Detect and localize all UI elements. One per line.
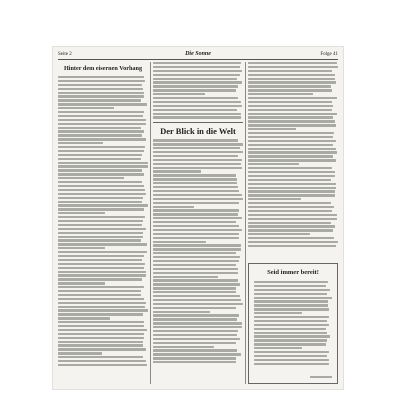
text-line: [153, 167, 242, 169]
text-line: [254, 320, 327, 322]
text-line: [58, 177, 124, 179]
text-line: [153, 260, 239, 262]
text-line: [248, 179, 331, 181]
text-line: [58, 107, 114, 109]
text-line: [153, 307, 236, 309]
text-line: [254, 285, 326, 287]
text-line: [153, 74, 240, 76]
column-divider: [150, 62, 151, 384]
text-line: [254, 304, 328, 306]
text-line: [153, 151, 243, 153]
text-line: [153, 276, 218, 278]
text-line: [248, 206, 334, 208]
text-line: [153, 299, 241, 301]
text-line: [58, 181, 142, 183]
text-line: [153, 62, 241, 64]
text-line: [153, 233, 239, 235]
text-line: [153, 291, 236, 293]
text-line: [58, 337, 144, 339]
poem-title: Seid immer bereit!: [267, 269, 319, 276]
text-line: [153, 206, 194, 208]
text-line: [254, 339, 327, 341]
text-line: [248, 183, 336, 185]
page-number-left: Seite 2: [58, 52, 72, 57]
text-line: [58, 356, 143, 358]
text-line: [58, 274, 146, 276]
text-line: [58, 286, 144, 288]
text-line: [153, 353, 241, 355]
text-line: [153, 283, 240, 285]
text-line: [153, 311, 210, 313]
text-line: [248, 187, 336, 189]
text-line: [58, 80, 145, 82]
text-line: [58, 239, 141, 241]
text-line: [153, 85, 238, 87]
text-line: [248, 222, 331, 224]
text-line: [153, 170, 201, 172]
text-line: [248, 155, 333, 157]
text-line: [254, 359, 329, 361]
text-line: [58, 321, 144, 323]
text-line: [153, 241, 206, 243]
text-line: [153, 295, 240, 297]
text-line: [58, 290, 141, 292]
text-line: [248, 62, 337, 64]
text-line: [153, 159, 242, 161]
text-line: [58, 146, 145, 148]
column-divider: [245, 62, 246, 384]
text-line: [248, 101, 332, 103]
text-line: [58, 158, 141, 160]
text-line: [58, 271, 146, 273]
text-line: [58, 306, 145, 308]
text-line: [254, 363, 329, 365]
text-line: [58, 173, 144, 175]
text-line: [153, 248, 241, 250]
text-line: [58, 88, 143, 90]
text-line: [58, 333, 144, 335]
text-line: [58, 169, 142, 171]
text-line: [58, 76, 144, 78]
text-line: [58, 329, 147, 331]
text-line: [58, 103, 147, 105]
text-line: [248, 245, 336, 247]
text-line: [58, 325, 144, 327]
text-line: [153, 217, 242, 219]
column-middle: [153, 62, 243, 384]
text-line: [254, 300, 328, 302]
page-header: [58, 50, 338, 60]
text-line: [248, 233, 310, 235]
text-line: [58, 255, 144, 257]
text-line: [58, 111, 144, 113]
section-divider: [153, 122, 243, 123]
text-line: [153, 268, 238, 270]
text-line: [58, 224, 142, 226]
text-line: [153, 338, 240, 340]
text-line: [248, 128, 296, 130]
newspaper-page: [53, 47, 343, 389]
text-line: [58, 309, 148, 311]
text-line: [58, 193, 146, 195]
text-line: [153, 244, 241, 246]
text-line: [248, 132, 334, 134]
text-line: [254, 335, 330, 337]
text-line: [248, 81, 336, 83]
text-line: [153, 182, 237, 184]
text-line: [58, 185, 144, 187]
text-line: [254, 355, 327, 357]
text-line: [58, 162, 148, 164]
text-line: [58, 302, 146, 304]
text-line: [58, 189, 145, 191]
masthead-title: Die Sonne: [185, 51, 211, 57]
text-line: [254, 297, 332, 299]
column-left: [58, 62, 148, 384]
text-line: [254, 281, 328, 283]
text-line: [153, 209, 239, 211]
text-line: [58, 294, 141, 296]
text-line: [153, 237, 239, 239]
text-line: [254, 328, 326, 330]
text-line: [248, 171, 335, 173]
text-line: [58, 123, 146, 125]
text-line: [248, 97, 337, 99]
text-line: [153, 318, 237, 320]
text-line: [58, 364, 147, 366]
text-line: [58, 134, 142, 136]
text-line: [58, 341, 143, 343]
text-line: [153, 272, 238, 274]
text-line: [254, 316, 329, 318]
text-line: [58, 130, 144, 132]
text-line: [248, 105, 333, 107]
text-line: [254, 312, 302, 314]
text-line: [58, 204, 148, 206]
text-line: [254, 289, 330, 291]
poem-author-placeholder: [310, 376, 332, 378]
text-line: [248, 144, 333, 146]
poem-box: [248, 263, 338, 384]
text-line: [58, 263, 145, 265]
text-line: [248, 229, 333, 231]
text-line: [153, 303, 243, 305]
text-line: [254, 351, 329, 353]
text-line: [58, 348, 146, 350]
text-line: [58, 154, 142, 156]
article-body-placeholder: [248, 62, 338, 247]
text-line: [153, 81, 242, 83]
text-line: [153, 89, 236, 91]
text-line: [153, 225, 239, 227]
text-line: [58, 278, 142, 280]
text-line: [58, 150, 144, 152]
text-line: [248, 159, 336, 161]
text-line: [58, 99, 141, 101]
text-line: [153, 163, 241, 165]
text-line: [248, 163, 299, 165]
text-line: [248, 167, 332, 169]
text-line: [58, 232, 143, 234]
text-line: [58, 259, 142, 261]
text-line: [153, 66, 240, 68]
text-line: [254, 293, 327, 295]
text-line: [153, 178, 237, 180]
text-line: [248, 113, 337, 115]
text-line: [153, 346, 214, 348]
text-line: [58, 236, 143, 238]
text-line: [153, 213, 238, 215]
text-line: [58, 115, 143, 117]
text-line: [248, 93, 313, 95]
text-line: [248, 218, 337, 220]
text-line: [58, 251, 147, 253]
text-line: [248, 198, 301, 200]
text-line: [58, 138, 146, 140]
text-line: [248, 89, 332, 91]
text-line: [153, 326, 242, 328]
text-line: [248, 175, 335, 177]
text-line: [153, 116, 241, 118]
text-line: [153, 342, 236, 344]
text-line: [58, 344, 143, 346]
text-line: [153, 361, 236, 363]
text-line: [58, 212, 105, 214]
text-line: [248, 120, 335, 122]
text-line: [153, 252, 236, 254]
text-line: [248, 210, 332, 212]
article-body-placeholder: [58, 76, 148, 366]
text-line: [58, 165, 148, 167]
text-line: [153, 330, 238, 332]
text-line: [248, 85, 331, 87]
text-line: [248, 74, 335, 76]
text-line: [58, 92, 144, 94]
text-line: [58, 127, 141, 129]
text-line: [58, 360, 146, 362]
text-line: [153, 147, 240, 149]
text-line: [248, 194, 335, 196]
issue-number: Folge 41: [320, 52, 338, 57]
text-line: [153, 194, 242, 196]
text-line: [58, 228, 146, 230]
text-line: [153, 279, 238, 281]
text-line: [248, 214, 337, 216]
text-line: [153, 198, 243, 200]
text-line: [153, 186, 238, 188]
text-line: [248, 109, 332, 111]
text-line: [153, 357, 236, 359]
text-line: [153, 256, 240, 258]
text-line: [153, 229, 242, 231]
text-line: [58, 95, 144, 97]
text-line: [58, 220, 143, 222]
text-line: [254, 308, 329, 310]
text-line: [248, 140, 336, 142]
text-line: [153, 113, 241, 115]
text-line: [153, 143, 243, 145]
text-line: [248, 148, 336, 150]
text-line: [254, 343, 326, 345]
text-line: [153, 97, 238, 99]
text-line: [58, 201, 142, 203]
text-line: [58, 208, 144, 210]
text-line: [58, 352, 102, 354]
text-line: [58, 282, 105, 284]
text-line: [153, 139, 238, 141]
text-line: [248, 66, 338, 68]
text-line: [153, 109, 237, 111]
text-line: [248, 237, 334, 239]
text-line: [58, 216, 145, 218]
text-line: [153, 287, 236, 289]
text-line: [248, 190, 335, 192]
text-line: [248, 151, 337, 153]
article-body-placeholder: [153, 139, 243, 363]
text-line: [58, 119, 146, 121]
text-line: [153, 155, 238, 157]
text-line: [248, 124, 336, 126]
text-line: [58, 317, 110, 319]
text-line: [153, 221, 236, 223]
text-line: [153, 314, 239, 316]
text-line: [153, 190, 239, 192]
text-line: [153, 349, 237, 351]
text-line: [58, 298, 144, 300]
text-line: [248, 70, 332, 72]
text-line: [153, 105, 242, 107]
article-headline: Hinter dem eisernen Vorhang: [63, 65, 143, 72]
text-line: [248, 136, 333, 138]
text-line: [153, 202, 239, 204]
text-line: [153, 78, 237, 80]
text-line: [254, 332, 327, 334]
text-line: [153, 174, 236, 176]
text-line: [248, 116, 333, 118]
poem-body-placeholder: [254, 281, 332, 365]
text-line: [58, 243, 147, 245]
text-line: [248, 202, 331, 204]
text-line: [254, 347, 302, 349]
article-body-placeholder: [153, 62, 243, 119]
text-line: [153, 334, 237, 336]
text-line: [58, 197, 143, 199]
text-line: [58, 247, 105, 249]
text-line: [58, 313, 143, 315]
text-line: [58, 142, 103, 144]
text-line: [153, 93, 205, 95]
section-headline: Der Blick in die Welt: [160, 126, 236, 137]
text-line: [248, 225, 335, 227]
text-line: [58, 84, 142, 86]
text-line: [153, 322, 242, 324]
text-line: [248, 78, 335, 80]
text-line: [153, 264, 236, 266]
text-line: [254, 324, 329, 326]
text-line: [153, 70, 242, 72]
text-line: [58, 267, 144, 269]
text-line: [248, 241, 338, 243]
text-line: [153, 101, 241, 103]
